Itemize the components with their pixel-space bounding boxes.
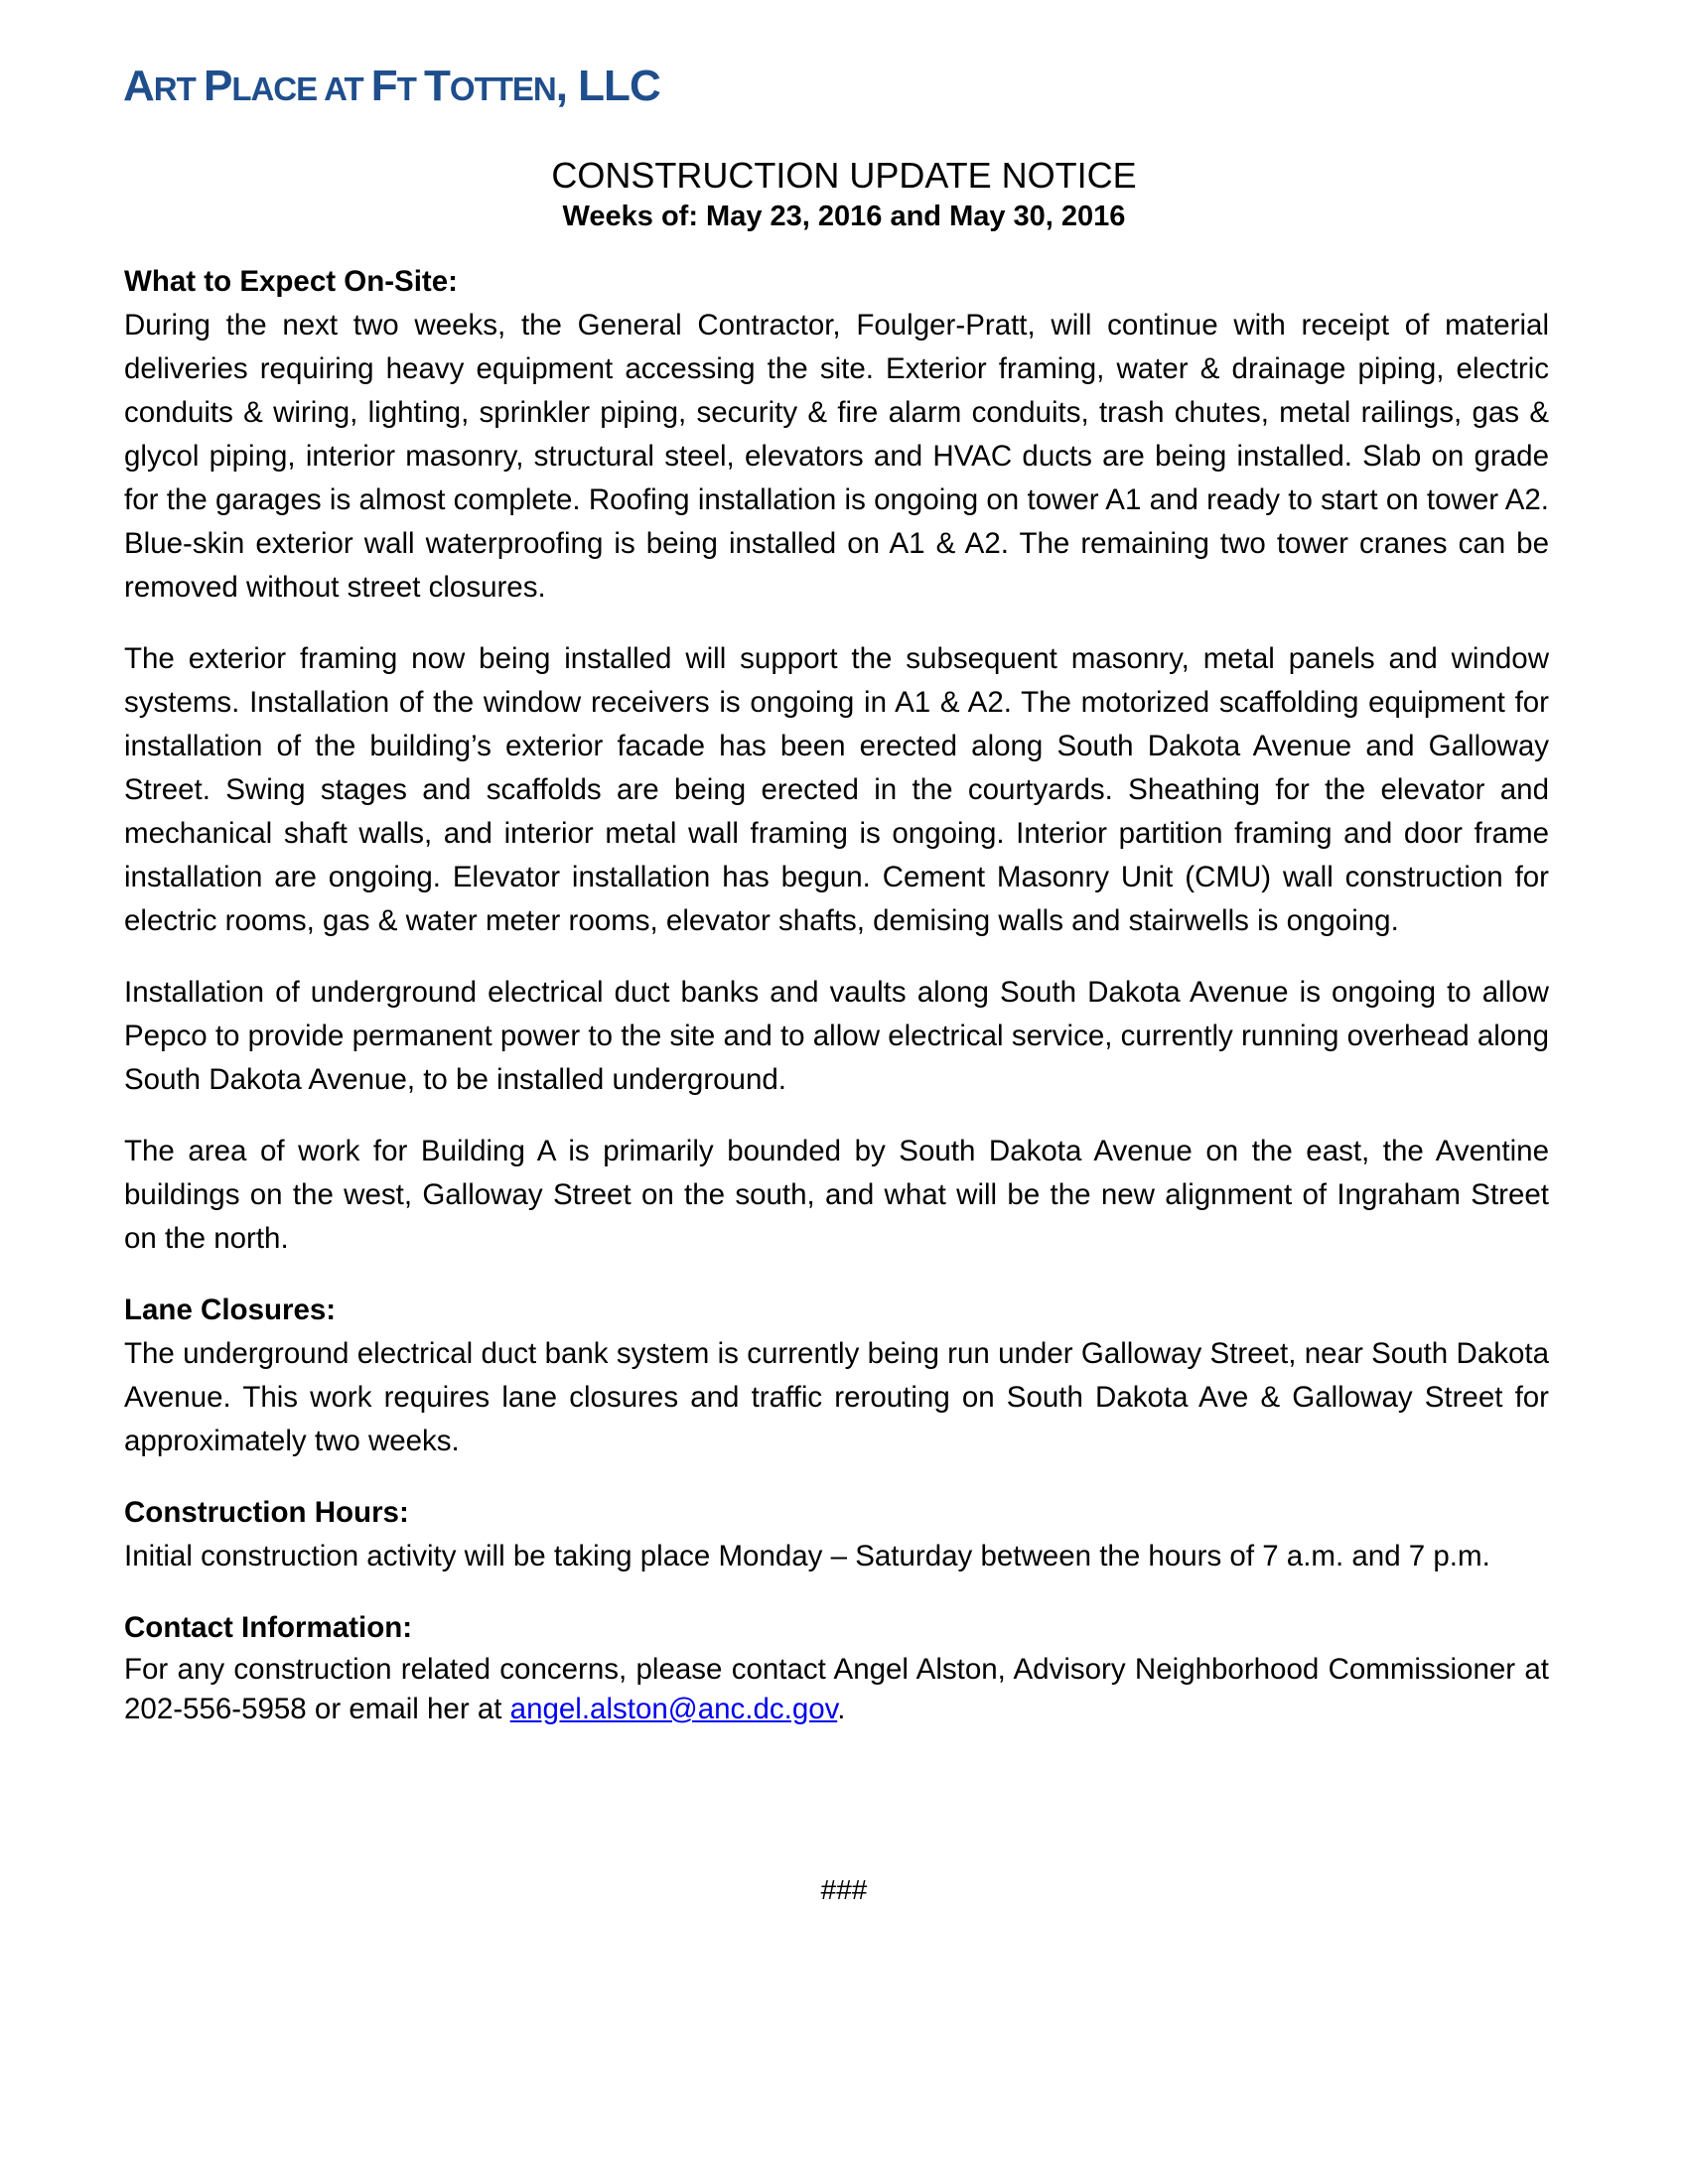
- lane-closures-text: The underground electrical duct bank system is currently being run under Galloway Street, near South Dakota Avenue. This work requires lane closures and traffic rerouting on South Dakota Ave & Galloway Street for approximately two weeks.: [124, 1337, 1549, 1457]
- end-mark: ###: [820, 1874, 868, 1905]
- expect-paragraph-2: The exterior framing now being installed will support the subsequent masonry, metal panels and window systems. Installation of the window receivers is ongoing in A1 & A2. The motorized scaffolding equipment for installation of the building’s exterior facade has been erected along South Dakota Avenue and Galloway Street. Swing stages and scaffolds are being erected in the courtyards. Sheathing for the elevator and mechanical shaft walls, and interior metal wall framing is ongoing. Interior partition framing and door frame installation are ongoing. Elevator installation has begun. Cement Masonry Unit (CMU) wall construction for electric rooms, gas & water meter rooms, elevator shafts, demising walls and stairwells is ongoing.: [124, 642, 1549, 937]
- notice-body: [124, 260, 1549, 1729]
- expect-paragraph-4: The area of work for Building A is primarily bounded by South Dakota Avenue on the east, the Aventine buildings on the west, Galloway Street on the south, and what will be the new alignment of Ingraham Street on the north.: [124, 1135, 1549, 1255]
- section-heading-expect: What to Expect On-Site:: [124, 265, 458, 298]
- notice-title: CONSTRUCTION UPDATE NOTICE: [551, 155, 1137, 196]
- notice-weeks: Weeks of: May 23, 2016 and May 30, 2016: [562, 201, 1126, 232]
- expect-paragraph-1: During the next two weeks, the General Contractor, Foulger-Pratt, will continue with receipt of material deliveries requiring heavy equipment accessing the site. Exterior framing, water & drainage piping, electric conduits & wiring, lighting, sprinkler piping, security & fire alarm conduits, trash chutes, metal railings, gas & glycol piping, interior masonry, structural steel, elevators and HVAC ducts are being installed. Slab on grade for the garages is almost complete. Roofing installation is ongoing on tower A1 and ready to start on tower A2. Blue-skin exterior wall waterproofing is being installed on A1 & A2. The remaining two tower cranes can be removed without street closures.: [124, 309, 1549, 604]
- company-name: ART PLACE AT FT TOTTEN, LLC: [123, 62, 660, 110]
- contact-text: For any construction related concerns, please contact Angel Alston, Advisory Neighborhood Commissioner at 202-556-5958 or email her at angel.alston@anc.dc.gov.: [124, 1653, 1549, 1725]
- hours-text: Initial construction activity will be taking place Monday – Saturday between the hours of 7 a.m. and 7 p.m.: [124, 1540, 1490, 1572]
- section-heading-lane-closures: Lane Closures:: [124, 1294, 337, 1326]
- email-link[interactable]: angel.alston@anc.dc.gov: [509, 1693, 838, 1725]
- expect-paragraph-3: Installation of underground electrical duct banks and vaults along South Dakota Avenue is ongoing to allow Pepco to provide permanent power to the site and to allow electrical service, currently running overhead along South Dakota Avenue, to be installed underground.: [124, 976, 1549, 1096]
- section-heading-contact: Contact Information:: [124, 1611, 413, 1644]
- section-heading-hours: Construction Hours:: [124, 1496, 409, 1529]
